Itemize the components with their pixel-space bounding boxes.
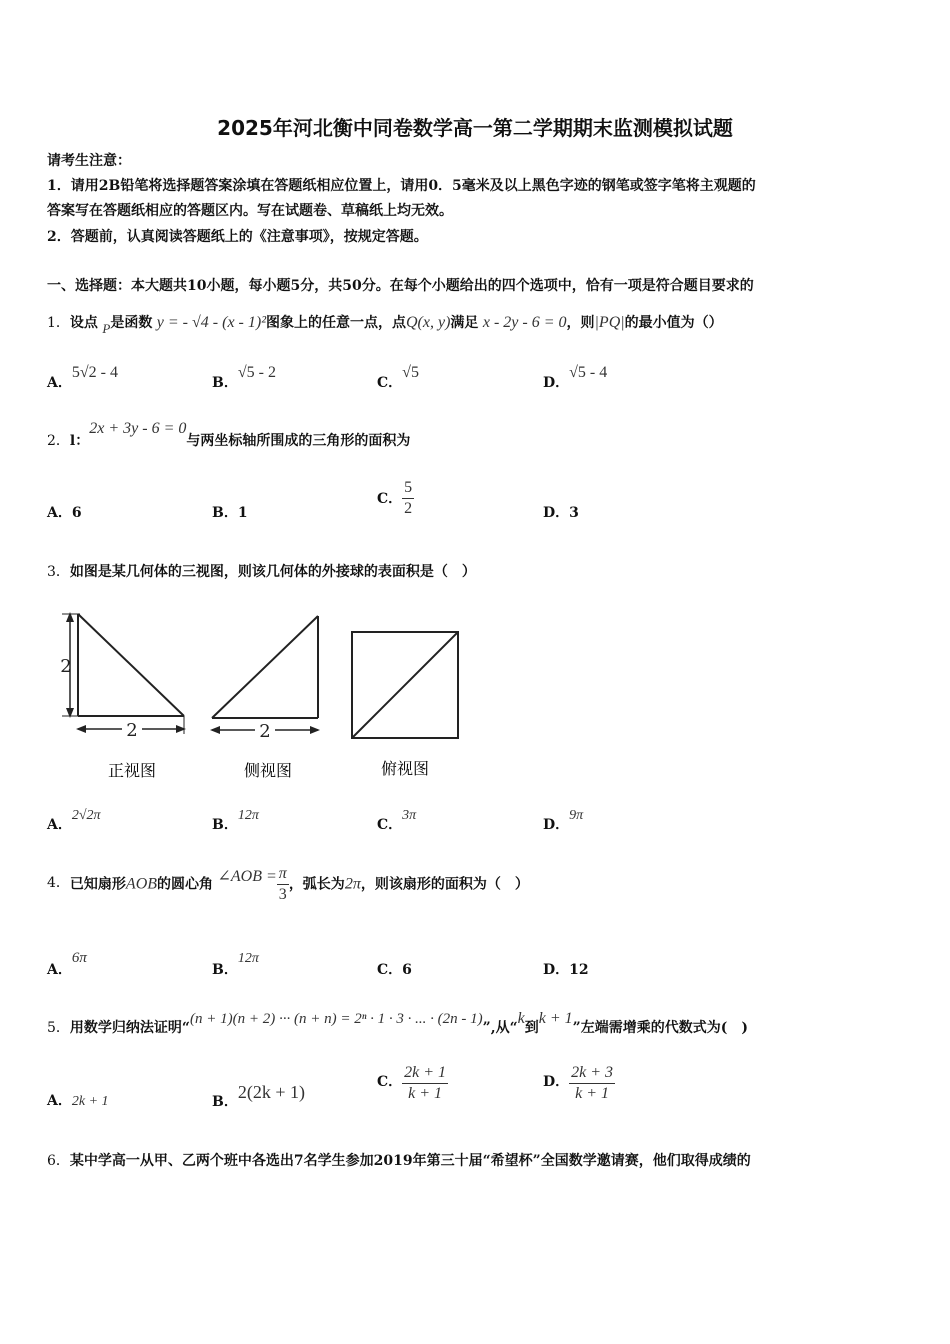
q5-option-d-fraction (569, 1063, 615, 1104)
q4-option-b[interactable] (212, 947, 259, 978)
question-4 (47, 864, 529, 905)
side-width-arrow-right (310, 726, 320, 734)
q5-option-c-denominator: k + 1 (408, 1085, 443, 1102)
question-5 (47, 1008, 748, 1036)
q1-text-4: 满足 (450, 315, 479, 331)
q4-sector-name: AOB (125, 875, 158, 893)
q2-text: 与两坐标轴所围成的三角形的面积为 (186, 433, 411, 449)
q2-option-a-label: A． (47, 505, 72, 521)
q4-option-a-label: A． (47, 962, 72, 978)
q5-option-d-numerator: 2k + 3 (569, 1063, 615, 1084)
q5-open-quote: “ (181, 1020, 190, 1036)
q3-option-a[interactable] (47, 804, 101, 833)
q1-option-b-value: √5 - 2 (237, 364, 276, 381)
q3-option-b-value: 12π (237, 808, 259, 823)
q2-option-d[interactable] (543, 502, 579, 524)
section-heading: 一、选择题：本大题共10小题，每小题5分，共50分。在每个小题给出的四个选项中，恰有一项是符合题目要求的 (47, 278, 754, 294)
q1-option-d-value: √5 - 4 (569, 364, 608, 381)
q3-option-a-value: 2√2π (71, 808, 101, 823)
q3-option-b[interactable] (212, 804, 259, 833)
q2-option-b-label: B． (212, 505, 238, 521)
q3-text: 如图是某几何体的三视图，则该几何体的外接球的表面积是（ ） (69, 564, 476, 580)
q1-text-1: 设点 (69, 315, 98, 331)
q5-text-3: 左端需增乘的代数式为( ) (580, 1020, 748, 1036)
q4-text-1: 已知扇形 (69, 876, 126, 893)
q5-k-plus-1: k + 1 (538, 1010, 573, 1027)
side-view (210, 616, 320, 780)
q1-point-p: P (102, 321, 111, 336)
three-view-svg (50, 606, 470, 786)
q2-option-b-value: 1 (237, 505, 248, 521)
q2-option-d-value: 3 (569, 505, 579, 521)
top-view-diagonal (352, 632, 458, 738)
q3-number: 3． (47, 564, 70, 580)
q1-option-d-label: D． (543, 375, 570, 391)
question-6 (47, 1150, 751, 1172)
q3-option-d-value: 9π (569, 808, 584, 823)
q2-option-a[interactable] (47, 502, 82, 524)
q3-option-c[interactable] (377, 804, 417, 833)
q5-formula: (n + 1)(n + 2) ··· (n + n) = 2ⁿ · 1 · 3 · ... · (2n - 1) (189, 1011, 483, 1027)
q1-option-d[interactable] (543, 362, 608, 391)
q3-option-a-label: A． (47, 817, 72, 833)
notice-line-1a: 1．请用2B铅笔将选择题答案涂填在答题纸相应位置上，请用0．5毫米及以上黑色字迹的钢笔或签字笔将主观题的 (47, 178, 756, 194)
q1-text-3: 图象上的任意一点，点 (266, 315, 406, 331)
q4-option-d[interactable] (543, 959, 589, 981)
q5-number: 5． (47, 1020, 70, 1036)
front-width-label: 2 (126, 720, 138, 741)
q2-option-c-fraction (402, 478, 414, 519)
q4-angle-denominator: 3 (278, 886, 287, 903)
q1-option-b[interactable] (212, 362, 276, 391)
q4-angle-numerator: π (277, 864, 289, 885)
front-view-label: 正视图 (107, 761, 157, 780)
q4-option-a-value: 6π (71, 950, 87, 966)
q1-pq: |PQ| (594, 314, 625, 331)
q1-option-b-label: B． (212, 375, 238, 391)
q3-option-b-label: B． (212, 817, 238, 833)
question-2 (47, 418, 411, 449)
q1-option-c-value: √5 (402, 364, 419, 381)
q4-text-3: ，弧长为 (288, 876, 345, 893)
q2-option-c-numerator: 5 (402, 478, 414, 499)
q1-option-a-label: A． (47, 375, 72, 391)
top-view (352, 632, 458, 778)
q2-option-c-denominator: 2 (404, 500, 413, 517)
q4-option-a[interactable] (47, 947, 87, 978)
q5-option-c-label: C． (377, 1074, 403, 1090)
q5-option-b-label: B． (212, 1094, 238, 1110)
q3-option-d[interactable] (543, 804, 584, 833)
q4-option-c[interactable] (377, 959, 412, 981)
q5-text-1: 用数学归纳法证明 (69, 1020, 182, 1036)
front-view (60, 612, 186, 780)
q5-option-a-label: A． (47, 1093, 72, 1109)
q5-option-c[interactable] (377, 1063, 448, 1104)
front-height-label: 2 (60, 656, 72, 677)
q4-option-c-value: 6 (402, 962, 412, 978)
q6-text: 某中学高一从甲、乙两个班中各选出7名学生参加2019年第三十届“希望杯”全国数学邀请赛，他们取得成绩的 (69, 1153, 751, 1169)
q5-close-quote-2: ” (572, 1020, 581, 1036)
q1-number: 1． (47, 315, 70, 331)
q5-option-d-denominator: k + 1 (575, 1085, 610, 1102)
q4-text-4: ，则该扇形的面积为（ ） (360, 876, 529, 893)
q5-option-a[interactable] (47, 1090, 109, 1110)
q5-option-a-value: 2k + 1 (71, 1094, 109, 1109)
question-3 (47, 561, 476, 583)
q3-option-c-label: C． (377, 817, 403, 833)
q5-option-c-numerator: 2k + 1 (402, 1063, 448, 1084)
q4-arc-length: 2π (344, 875, 361, 893)
q4-option-b-value: 12π (237, 951, 259, 966)
q1-option-a-value: 5√2 - 4 (71, 364, 118, 381)
q1-point-q: Q(x, y) (406, 314, 451, 331)
q4-option-d-label: D． (543, 962, 570, 978)
q5-option-d-label: D． (543, 1074, 570, 1090)
q6-number: 6． (47, 1153, 70, 1169)
q1-option-c[interactable] (377, 362, 419, 391)
q1-text-5: ，则 (566, 315, 595, 331)
q3-option-d-label: D． (543, 817, 570, 833)
notice-line-1b: 答案写在答题纸相应的答题区内。写在试题卷、草稿纸上均无效。 (47, 203, 453, 219)
q2-option-c-label: C． (377, 491, 403, 507)
q4-angle-fraction (277, 864, 289, 905)
three-view-figure (50, 606, 470, 786)
q4-option-c-label: C． (377, 962, 403, 978)
side-width-arrow-left (210, 726, 220, 734)
front-width-arrow-left (76, 725, 86, 733)
side-view-hypotenuse (212, 616, 318, 718)
q5-open-quote-2: “ (509, 1020, 518, 1036)
q4-number: 4． (47, 874, 70, 891)
q4-option-d-value: 12 (569, 962, 589, 978)
q2-option-d-label: D． (543, 505, 570, 521)
top-view-label: 俯视图 (380, 759, 430, 778)
q2-option-b[interactable] (212, 502, 248, 524)
q5-text-2: ,从 (490, 1020, 510, 1036)
q4-option-b-label: B． (212, 962, 238, 978)
q1-option-c-label: C． (377, 375, 403, 391)
front-view-hypotenuse (78, 614, 184, 716)
question-1 (47, 312, 723, 334)
q1-condition: x - 2y - 6 = 0 (482, 314, 567, 331)
q1-text-2: 是函数 (110, 315, 153, 331)
notice-heading: 请考生注意： (47, 153, 131, 169)
q5-to: 到 (524, 1020, 539, 1036)
q4-angle: ∠AOB = (217, 867, 277, 885)
q3-option-c-value: 3π (402, 808, 417, 823)
q2-line-label: l： (69, 433, 90, 449)
q2-option-a-value: 6 (71, 505, 82, 521)
q5-close-quote: ” (482, 1020, 491, 1036)
q2-number: 2． (47, 433, 70, 449)
q5-option-b[interactable] (212, 1082, 305, 1110)
q1-option-a[interactable] (47, 362, 118, 391)
q4-text-2: 的圆心角 (157, 876, 214, 893)
q1-text-6: 的最小值为（） (624, 315, 723, 331)
q2-option-c[interactable] (377, 478, 414, 519)
q5-k: k (517, 1010, 525, 1027)
q5-option-c-fraction (402, 1063, 448, 1104)
notice-line-2: 2．答题前，认真阅读答题纸上的《注意事项》，按规定答题。 (47, 229, 428, 245)
q5-option-b-value: 2(2k + 1) (237, 1082, 305, 1102)
side-width-label: 2 (259, 721, 271, 742)
q5-option-d[interactable] (543, 1063, 615, 1104)
page-title: 2025年河北衡中同卷数学高一第二学期期末监测模拟试题 (217, 116, 733, 140)
q2-equation: 2x + 3y - 6 = 0 (89, 420, 187, 437)
side-view-label: 侧视图 (243, 761, 293, 780)
q1-function: y = - √4 - (x - 1)² (156, 314, 266, 331)
